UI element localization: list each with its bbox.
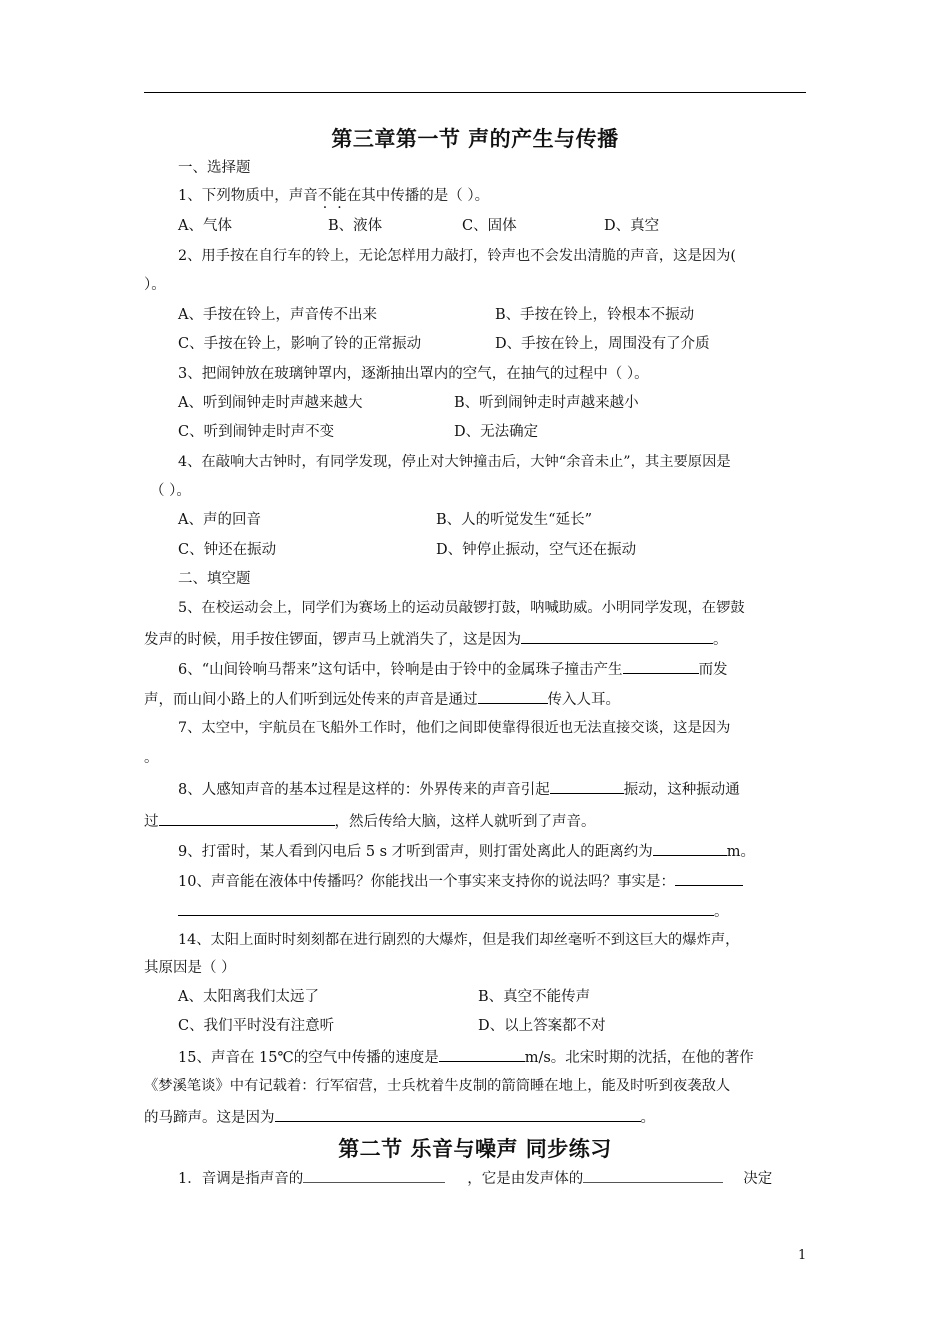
- option-b: B、手按在铃上，铃根本不振动: [495, 307, 695, 323]
- option-d: D、真空: [604, 218, 660, 234]
- question-15-end: 。: [640, 1110, 655, 1126]
- question-6-text-d: 传入人耳。: [547, 692, 620, 708]
- option-d: D、以上答案都不对: [478, 1018, 606, 1034]
- answer-blank[interactable]: [653, 840, 727, 856]
- page-number: 1: [798, 1248, 807, 1263]
- question-5-line-1: 5、在校运动会上，同学们为赛场上的运动员敲锣打鼓，呐喊助威。小明同学发现，在锣鼓: [178, 600, 745, 616]
- option-c: C、固体: [462, 218, 517, 234]
- question-7-line-1: 7、太空中，宇航员在飞船外工作时，他们之间即使靠得很近也无法直接交谈，这是因为: [178, 720, 731, 736]
- option-a: A、太阳离我们太远了: [178, 989, 319, 1005]
- question-5-text: 发声的时候，用手按住锣面，锣声马上就消失了，这是因为: [144, 632, 521, 648]
- option-b: B、真空不能传声: [478, 989, 591, 1005]
- option-a: A、手按在铃上，声音传不出来: [178, 307, 377, 323]
- answer-blank[interactable]: [623, 658, 699, 674]
- question-8-line-1: [178, 778, 740, 800]
- option-c: C、我们平时没有注意听: [178, 1018, 335, 1034]
- emphasis-dot-2: 能: [332, 188, 347, 204]
- section-heading-fill: 二、填空题: [178, 571, 251, 587]
- answer-blank[interactable]: [478, 688, 548, 704]
- answer-blank[interactable]: [178, 900, 714, 916]
- question-1: [178, 186, 489, 206]
- option-c: C、手按在铃上，影响了铃的正常振动: [178, 336, 422, 352]
- question-8-text-b: 振动，这种振动通: [623, 782, 740, 798]
- header-rule: [144, 92, 806, 93]
- question-6-text-c: 声，而山间小路上的人们听到远处传来的声音是通过: [144, 692, 478, 708]
- question-15-text-b: m/s。北宋时期的沈括，在他的著作: [524, 1050, 754, 1066]
- question-1-text-a: 1、下列物质中，声音: [178, 188, 318, 204]
- answer-blank[interactable]: [439, 1046, 525, 1062]
- question-15-line-1: [178, 1046, 754, 1068]
- question-3: 3、把闹钟放在玻璃钟罩内，逐渐抽出罩内的空气，在抽气的过程中（ ）。: [178, 366, 649, 382]
- section-heading-choice: 一、选择题: [178, 160, 251, 176]
- question-9-unit: m。: [726, 844, 755, 860]
- option-d: D、无法确定: [454, 424, 539, 440]
- section-2-question-1-text-a: 1．音调是指声音的: [178, 1171, 304, 1187]
- question-10-end: 。: [714, 904, 729, 920]
- option-d: D、手按在铃上，周围没有了介质: [495, 336, 710, 352]
- option-a: A、气体: [178, 218, 232, 234]
- question-6-line-2: [144, 688, 620, 710]
- question-6-text-b: 而发: [698, 662, 728, 678]
- question-15-line-2: 《梦溪笔谈》中有记载着：行军宿营，士兵枕着牛皮制的箭筒睡在地上，能及时听到夜袭敌人: [144, 1078, 731, 1094]
- question-5-line-2: [144, 628, 728, 650]
- question-9: [178, 840, 755, 862]
- section-2-question-1-text-b: ，它是由发声体的: [467, 1171, 584, 1187]
- question-4-line-1: 4、在敲响大古钟时，有同学发现，停止对大钟撞击后，大钟“余音未止”，其主要原因是: [178, 454, 731, 470]
- question-8-text-a: 8、人感知声音的基本过程是这样的：外界传来的声音引起: [178, 782, 550, 798]
- question-4-line-2: （ ）。: [150, 483, 191, 499]
- question-8-text-d: ，然后传给大脑，这样人就听到了声音。: [334, 814, 596, 830]
- option-b: B、液体: [328, 218, 383, 234]
- option-a: A、听到闹钟走时声越来越大: [178, 395, 363, 411]
- answer-blank[interactable]: [275, 1106, 641, 1122]
- question-10-line-2: [178, 900, 729, 922]
- section-2-question-1-text-c: 决定: [743, 1171, 773, 1187]
- answer-blank[interactable]: [550, 778, 624, 794]
- question-8-line-2: [144, 810, 596, 832]
- question-6-line-1: [178, 658, 728, 680]
- question-14-line-1: 14、太阳上面时时刻刻都在进行剧烈的大爆炸，但是我们却丝毫听不到这巨大的爆炸声，: [178, 932, 740, 948]
- option-a: A、声的回音: [178, 512, 261, 528]
- emphasis-dot-1: 不: [317, 188, 333, 204]
- question-15-text-a: 15、声音在 15℃的空气中传播的速度是: [178, 1050, 439, 1066]
- answer-blank[interactable]: [583, 1167, 723, 1183]
- answer-blank[interactable]: [159, 810, 335, 826]
- option-c: C、听到闹钟走时声不变: [178, 424, 335, 440]
- question-7-line-2: 。: [144, 750, 159, 766]
- section-2-question-1: [178, 1167, 772, 1189]
- question-9-text: 9、打雷时，某人看到闪电后 5 s 才听到雷声，则打雷处离此人的距离约为: [178, 844, 653, 860]
- question-6-text-a: 6、“山间铃响马帮来”这句话中，铃响是由于铃中的金属珠子撞击产生: [178, 662, 623, 678]
- section-title: 第三章第一节 声的产生与传播: [331, 126, 619, 151]
- question-15-text-c: 的马蹄声。这是因为: [144, 1110, 275, 1126]
- option-b: B、人的听觉发生“延长”: [436, 512, 592, 528]
- question-14-line-2: 其原因是（ ）: [144, 960, 236, 976]
- answer-blank[interactable]: [675, 870, 743, 886]
- answer-blank[interactable]: [303, 1167, 445, 1183]
- section-2-title: 第二节 乐音与噪声 同步练习: [338, 1136, 612, 1161]
- question-15-line-3: [144, 1106, 655, 1128]
- option-c: C、钟还在振动: [178, 542, 277, 558]
- question-10-line-1: [178, 870, 743, 892]
- question-2-line-1: 2、用手按在自行车的铃上，无论怎样用力敲打，铃声也不会发出清脆的声音，这是因为(: [178, 248, 736, 264]
- question-8-text-c: 过: [144, 814, 159, 830]
- option-d: D、钟停止振动，空气还在振动: [436, 542, 637, 558]
- question-2-line-2: ）。: [144, 277, 166, 293]
- answer-blank[interactable]: [521, 628, 713, 644]
- question-5-end: 。: [713, 632, 728, 648]
- question-10-text: 10、声音能在液体中传播吗？你能找出一个事实来支持你的说法吗？事实是：: [178, 874, 675, 890]
- question-1-text-b: 在其中传播的是（ ）。: [346, 188, 490, 204]
- option-b: B、听到闹钟走时声越来越小: [454, 395, 639, 411]
